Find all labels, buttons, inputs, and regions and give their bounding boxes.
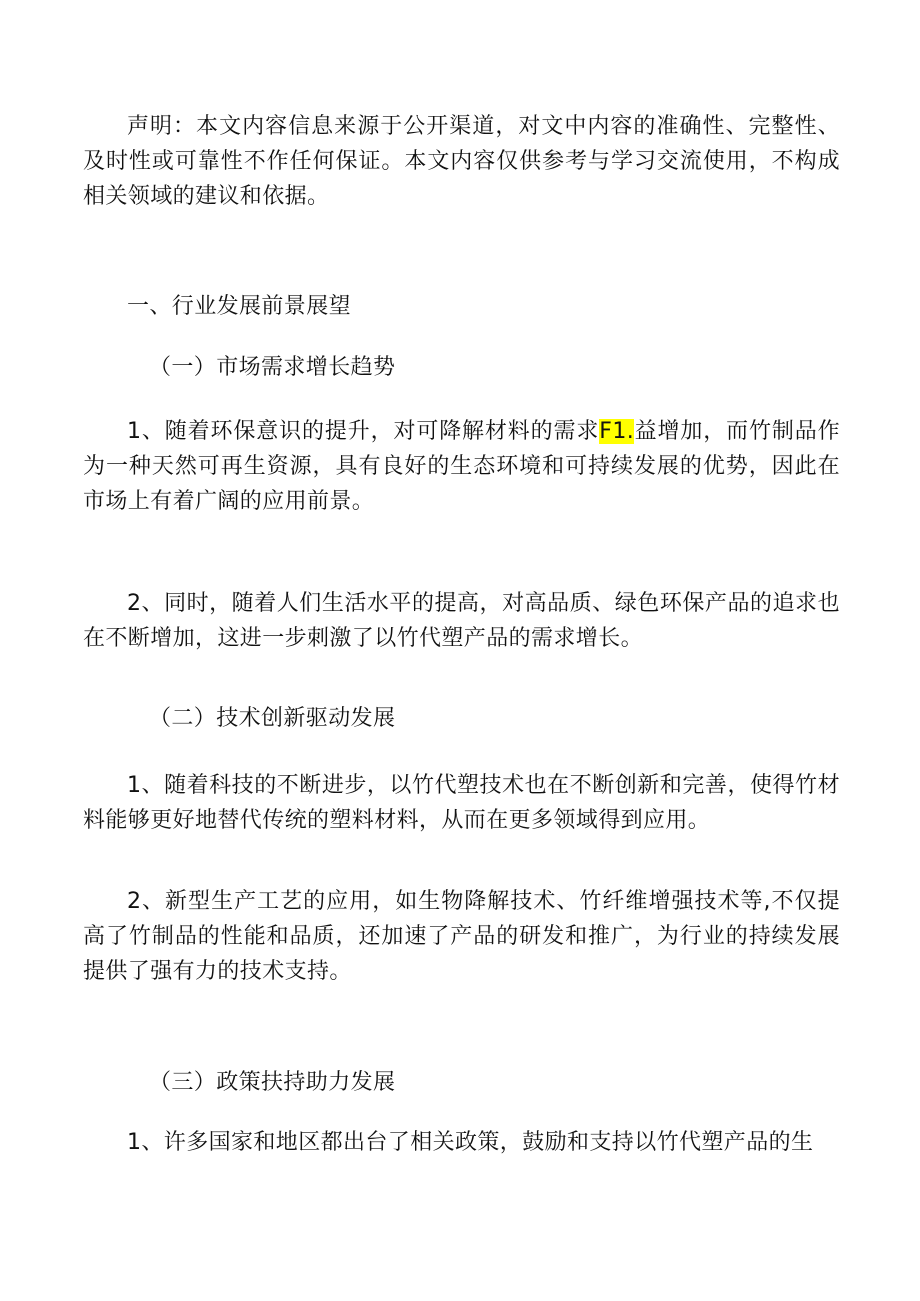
subsection-heading-policy-support: （三）政策扶持助力发展 [149, 1070, 396, 1095]
disclaimer-paragraph: 声明：本文内容信息来源于公开渠道，对文中内容的准确性、完整性、及时性或可靠性不作任何保证。本文内容仅供参考与学习交流使用，不构成相关领域的建议和依据。 [83, 114, 840, 209]
market-demand-paragraph-1 [83, 414, 840, 519]
tech-innovation-paragraph-1: 1、随着科技的不断进步，以竹代塑技术也在不断创新和完善，使得竹材料能够更好地替代传统的塑料材料，从而在更多领域得到应用。 [83, 773, 840, 833]
policy-support-paragraph-1: 1、许多国家和地区都出台了相关政策，鼓励和支持以竹代塑产品的生 [127, 1130, 814, 1155]
paragraph-text: 益增加，而竹制品作为一种天然可再生资源，具有良好的生态环境和可持续发展的优势，因此在市场上有着广阔的应用前景。 [83, 419, 840, 514]
subsection-heading-tech-innovation: （二）技术创新驱动发展 [149, 706, 396, 731]
section-heading-industry-outlook: 一、行业发展前景展望 [127, 294, 352, 319]
paragraph-text: 1、随着环保意识的提升，对可降解材料的需求 [127, 419, 600, 444]
tech-innovation-paragraph-2: 2、新型生产工艺的应用，如生物降解技术、竹纤维增强技术等,不仅提高了竹制品的性能和品质，还加速了产品的研发和推广，为行业的持续发展提供了强有力的技术支持。 [83, 889, 840, 984]
highlighted-text: F1. [599, 419, 635, 444]
subsection-heading-market-demand: （一）市场需求增长趋势 [149, 355, 396, 380]
market-demand-paragraph-2: 2、同时，随着人们生活水平的提高，对高品质、绿色环保产品的追求也在不断增加，这进一步刺激了以竹代塑产品的需求增长。 [83, 591, 840, 651]
